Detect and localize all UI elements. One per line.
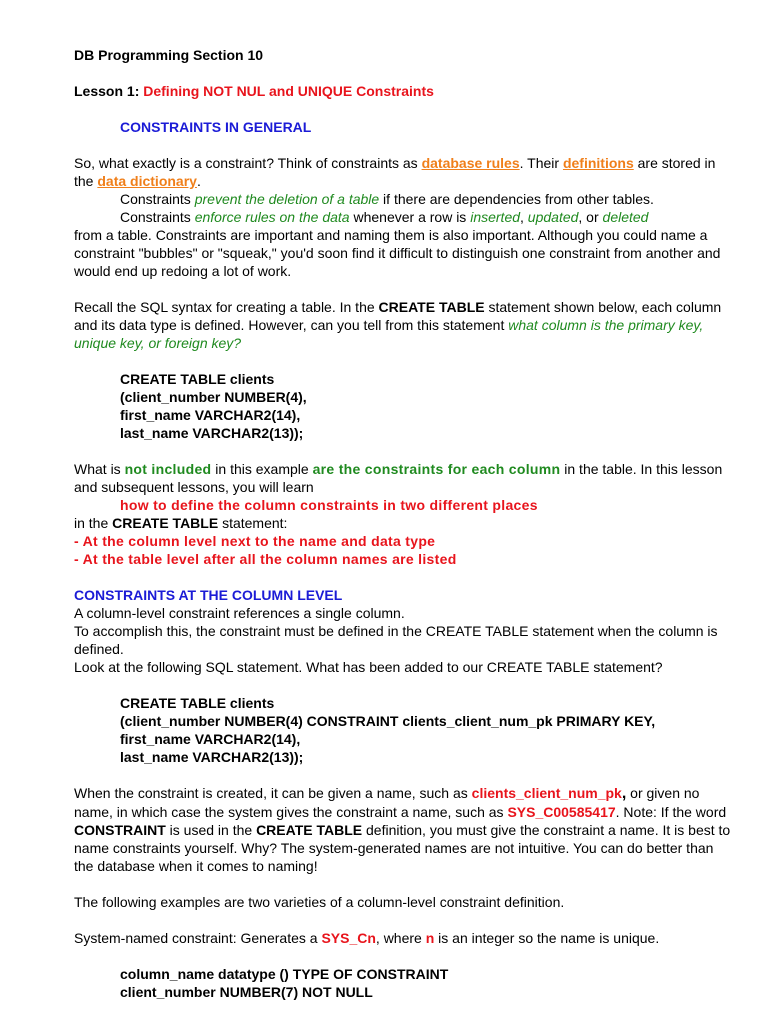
paragraph-system-named [74, 929, 734, 947]
keyword-create-table: CREATE TABLE [378, 299, 485, 315]
code-line: client_number NUMBER(7) NOT NULL [120, 984, 373, 1000]
lesson-prefix: Lesson 1: [74, 83, 144, 99]
bullet-column-level: - At the column level next to the name and data type [74, 533, 436, 549]
emphasis-prevent: prevent the deletion of a table [194, 191, 380, 207]
database-rules-link[interactable]: database rules [421, 155, 520, 171]
paragraph-enforce-rules [74, 208, 734, 226]
definitions-link[interactable]: definitions [562, 155, 634, 171]
text: statement shown below, each column and its data type is defined. However, can you tell from this statement [74, 299, 722, 333]
code-line: (client_number NUMBER(4) CONSTRAINT clients_client_num_pk PRIMARY KEY, [120, 713, 656, 729]
bullet-table-level: - At the table level after all the column names are listed [74, 551, 457, 567]
paragraph-not-included [74, 460, 734, 496]
emphasis-enforce: enforce rules on the data [194, 209, 350, 225]
text: Constraints [120, 209, 195, 225]
code-line: first_name VARCHAR2(14), [120, 731, 301, 747]
text: is used in the [165, 822, 257, 838]
paragraph-constraint-intro [74, 154, 734, 190]
emphasis-constraints-each: are the constraints for each column [312, 461, 561, 477]
paragraph-column-level-3: Look at the following SQL statement. What has been added to our CREATE TABLE statement? [74, 659, 663, 675]
text: definition, you must give the constraint a name. It is best to name constraints yourself. Why? The system-generated names are not intuitive. You can do better than the database when it comes to naming! [74, 822, 731, 874]
emphasis-how-define: how to define the column constraints in two different places [120, 497, 538, 513]
code-line: CREATE TABLE clients [120, 371, 275, 387]
code-line: CREATE TABLE clients [120, 695, 275, 711]
text: in the [74, 515, 113, 531]
code-line: (client_number NUMBER(4), [120, 389, 307, 405]
text: , where [375, 930, 426, 946]
data-dictionary-link[interactable]: data dictionary [97, 173, 197, 189]
paragraph-column-level-2: To accomplish this, the constraint must be defined in the CREATE TABLE statement when the column is defined. [74, 623, 718, 657]
text: in the table. In this lesson and subsequent lessons, you will learn [74, 461, 723, 495]
text: whenever a row is [349, 209, 471, 225]
code-line: last_name VARCHAR2(13)); [120, 425, 304, 441]
emphasis-deleted: deleted [602, 209, 649, 225]
code-block-create-table [74, 370, 734, 442]
emphasis-n: n [425, 930, 435, 946]
text: . [196, 173, 201, 189]
paragraph-naming-importance: from a table. Constraints are important and naming them is also important. Although you could name a constraint "bubbles" or "squeak," you'd soon find it difficult to distinguish one constraint from another and would end up redoing a lot of work. [74, 227, 721, 279]
heading-constraints-column-level: CONSTRAINTS AT THE COLUMN LEVEL [74, 587, 343, 603]
code-block-not-null [74, 965, 734, 1001]
text: if there are dependencies from other tables. [379, 191, 654, 207]
document-page [74, 46, 734, 1001]
text: . Their [519, 155, 563, 171]
emphasis-sys-name: SYS_C00585417 [507, 804, 616, 820]
text: are stored in the [74, 155, 716, 189]
lesson-heading [74, 82, 734, 100]
text: When the constraint is created, it can be given a name, such as [74, 785, 472, 801]
paragraph-recall-sql [74, 298, 734, 352]
emphasis-inserted: inserted [470, 209, 521, 225]
emphasis-question: what column is the primary key, unique key, or foreign key? [74, 317, 704, 351]
text: System-named constraint: Generates a [74, 930, 322, 946]
code-line: first_name VARCHAR2(14), [120, 407, 301, 423]
emphasis-sys-cn: SYS_Cn [321, 930, 376, 946]
text: , or [578, 209, 603, 225]
text: Recall the SQL syntax for creating a table. In the [74, 299, 379, 315]
text: What is [74, 461, 125, 477]
text: , [621, 785, 627, 802]
emphasis-not-included: not included [124, 461, 212, 477]
code-line: column_name datatype () TYPE OF CONSTRAINT [120, 966, 449, 982]
text: . Note: If the word [615, 804, 727, 820]
keyword-create-table: CREATE TABLE [256, 822, 363, 838]
text: is an integer so the name is unique. [434, 930, 660, 946]
text: statement: [218, 515, 288, 531]
keyword-create-table: CREATE TABLE [112, 515, 219, 531]
paragraph-prevent-deletion [74, 190, 734, 208]
heading-constraints-general: CONSTRAINTS IN GENERAL [120, 119, 312, 135]
document-title: DB Programming Section 10 [74, 47, 264, 63]
emphasis-updated: updated [527, 209, 579, 225]
text: Constraints [120, 191, 195, 207]
code-block-create-table-pk [74, 694, 734, 766]
text: or given no name, in which case the system gives the constraint a name, such as [74, 785, 700, 820]
text: So, what exactly is a constraint? Think of constraints as [74, 155, 422, 171]
text: , [520, 209, 528, 225]
paragraph-in-create-table [74, 514, 734, 532]
paragraph-column-level-1: A column-level constraint references a single column. [74, 605, 405, 621]
paragraph-constraint-naming [74, 784, 734, 875]
paragraph-two-varieties: The following examples are two varieties of a column-level constraint definition. [74, 894, 565, 910]
lesson-title: Defining NOT NUL and UNIQUE Constraints [143, 83, 434, 99]
keyword-constraint: CONSTRAINT [74, 822, 166, 838]
text: in this example [211, 461, 313, 477]
code-line: last_name VARCHAR2(13)); [120, 749, 304, 765]
emphasis-pk-name: clients_client_num_pk [471, 785, 622, 801]
